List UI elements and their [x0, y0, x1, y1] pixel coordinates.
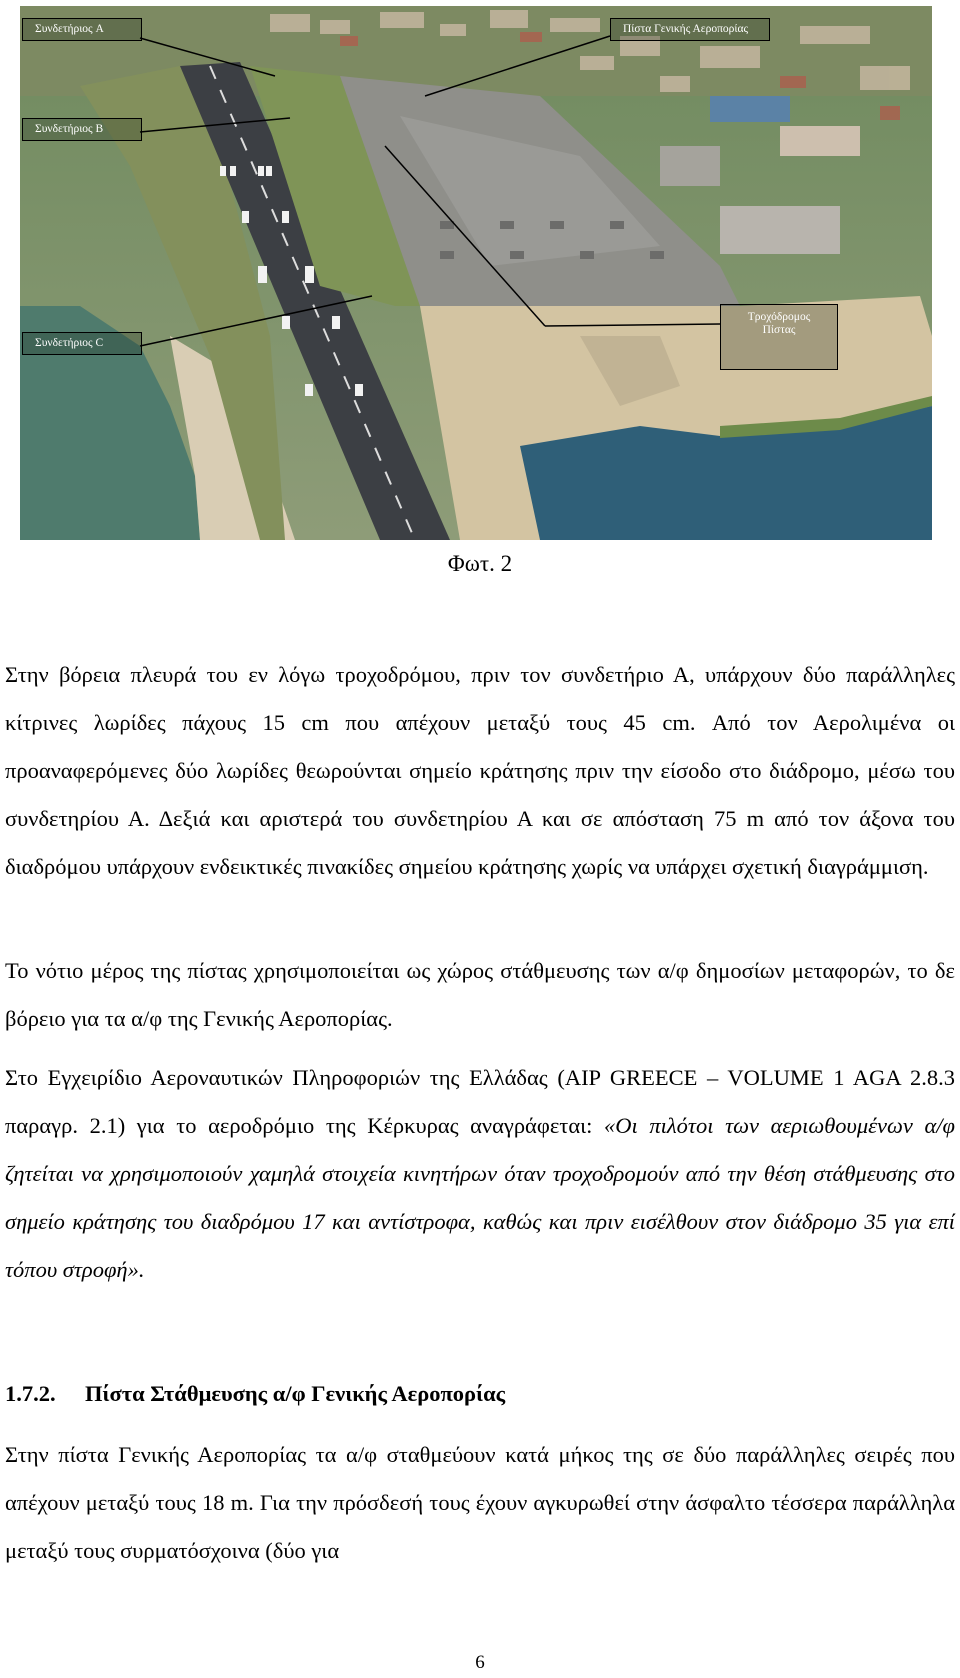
aip-quote: «Οι πιλότοι των αεριωθουμένων α/φ ζητείται να χρησιμοποιούν χαμηλά στοιχεία κινητήρων όταν τροχοδρομούν από την θέση στάθμευσης στο σημείο κράτησης του διαδρόμου 17 και αντίστροφα, καθώς και πριν εισέλθουν στον διάδρομο 35 για επί τόπου στροφή». — [5, 1113, 956, 1282]
paragraph-1: Στην βόρεια πλευρά του εν λόγω τροχοδρόμου, πριν τον συνδετήριο Α, υπάρχουν δύο παράλληλες κίτρινες λωρίδες πάχους 15 cm που απέχουν μεταξύ τους 45 cm. Από τον Αερολιμένα οι προαναφερόμενες δύο λωρίδες θεωρούνται σημείο κράτησης πριν την είσοδο στο διάδρομο, μέσω του συνδετηρίου Α. Δεξιά και αριστερά του συνδετηρίου Α και σε απόσταση 75 m από τον άξονα του διαδρόμου υπάρχουν ενδεικτικές πινακίδες σημείου κράτησης χωρίς να υπάρχει σχετική διαγράμμιση. — [5, 662, 955, 879]
leader-lines — [20, 6, 932, 540]
section-heading-line — [5, 1370, 955, 1418]
label-connector-c: Συνδετήριος C — [22, 332, 142, 355]
label-connector-b: Συνδετήριος B — [22, 118, 142, 141]
label-connector-a: Συνδετήριος A — [22, 18, 142, 41]
section-title: Πίστα Στάθμευσης α/φ Γενικής Αεροπορίας — [85, 1381, 506, 1406]
paragraph-3 — [5, 1054, 955, 1294]
paragraph-4: Στην πίστα Γενικής Αεροπορίας τα α/φ σταθμεύουν κατά μήκος της σε δύο παράλληλες σειρές που απέχουν μεταξύ τους 18 m. Για την πρόσδεσή τους έχουν αγκυρωθεί στην άσφαλτο τέσσερα παράλληλα μεταξύ τους συρματόσχοινα (δύο για — [5, 1442, 955, 1563]
paragraph-2-block — [5, 947, 955, 1043]
label-apron-general-aviation: Πίστα Γενικής Αεροπορίας — [610, 18, 770, 41]
label-apron-taxiway — [720, 304, 838, 370]
figure-caption: Φωτ. 2 — [447, 551, 513, 576]
section-number: 1.7.2. — [5, 1381, 56, 1406]
paragraph-3-text: Στο Εγχειρίδιο Αεροναυτικών Πληροφοριών της Ελλάδας (AIP GREECE – VOLUME 1 AGA 2.8.3 παραγρ. 2.1) για το αεροδρόμιο της Κέρκυρας αναγράφεται: — [5, 1065, 955, 1138]
paragraph-2: Το νότιο μέρος της πίστας χρησιμοποιείται ως χώρος στάθμευσης των α/φ δημοσίων μεταφορών, το δε βόρειο για τα α/φ της Γενικής Αεροπορίας. — [5, 958, 955, 1031]
label-apron-taxiway-line1: Τροχόδρομος — [747, 311, 811, 323]
aerial-photo — [20, 6, 932, 540]
page-number: 6 — [475, 1652, 485, 1673]
section-heading — [5, 1370, 955, 1418]
paragraph-1-block — [5, 651, 955, 891]
label-apron-taxiway-line2: Πίστας — [762, 324, 796, 336]
paragraph-4-block — [5, 1431, 955, 1575]
paragraph-3-block — [5, 1054, 955, 1294]
